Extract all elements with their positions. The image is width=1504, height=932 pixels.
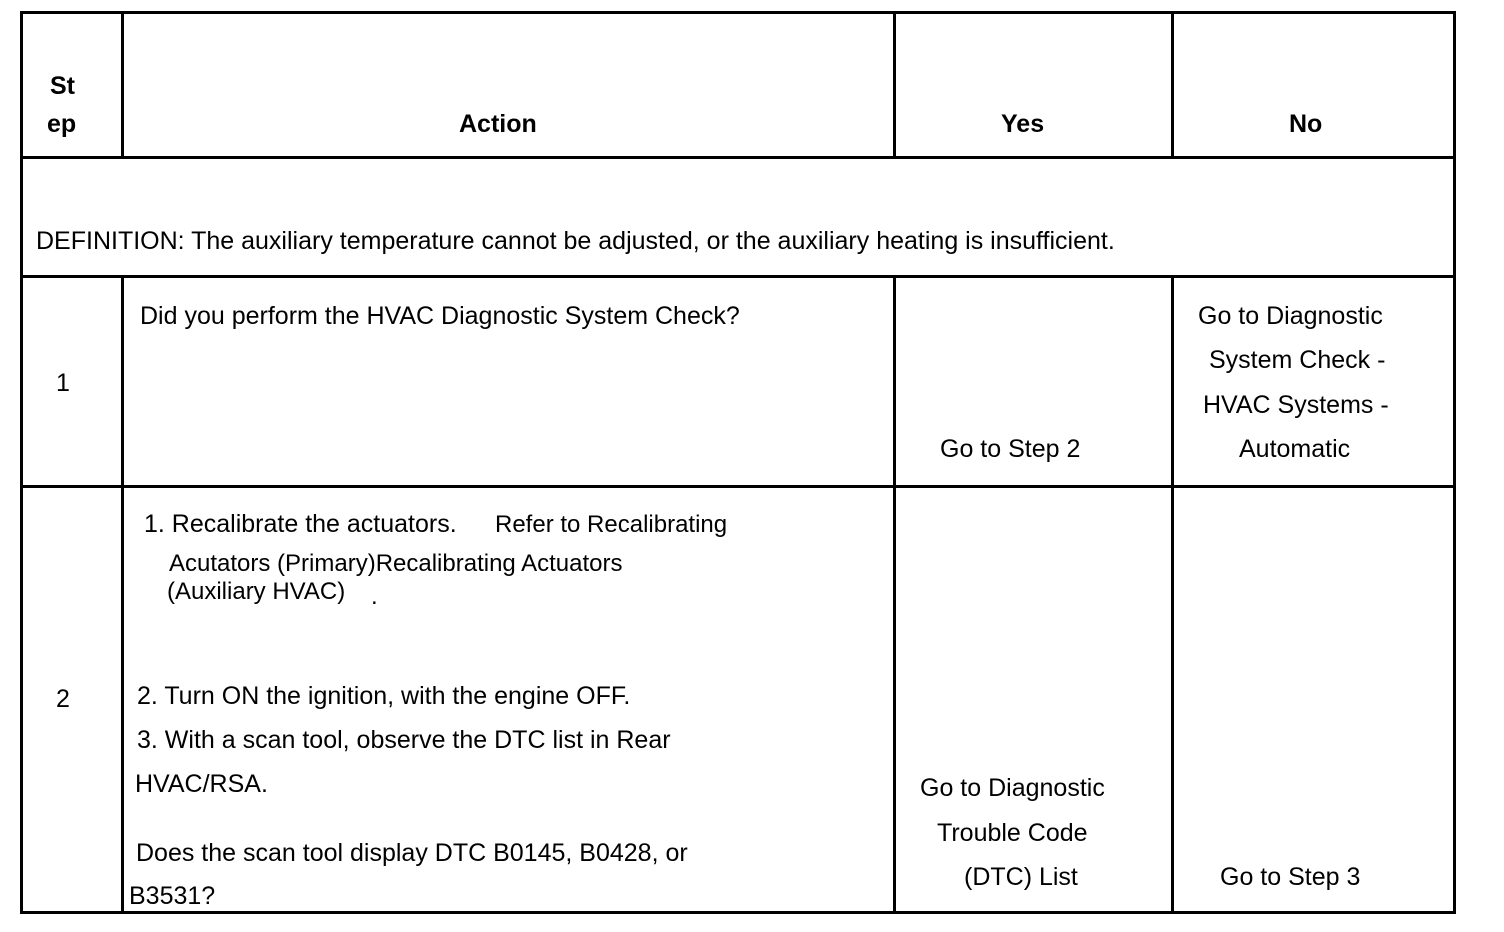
col-divider-action bbox=[893, 11, 896, 159]
row2-action-item3: 3. With a scan tool, observe the DTC list in Rear bbox=[137, 726, 671, 754]
header-yes: Yes bbox=[1001, 110, 1045, 138]
row2-action-item1-ref-line2: Acutators (Primary)Recalibrating Actuators bbox=[169, 550, 623, 577]
row1-action: Did you perform the HVAC Diagnostic System Check? bbox=[140, 302, 740, 330]
header-step-line2: ep bbox=[47, 110, 77, 138]
col-divider-step bbox=[121, 275, 124, 914]
row2-step: 2 bbox=[56, 685, 70, 713]
col-divider-yes bbox=[1171, 11, 1174, 159]
row2-action-question: Does the scan tool display DTC B0145, B0428, or bbox=[136, 839, 688, 867]
row2-yes-line1: Go to Diagnostic bbox=[920, 774, 1105, 802]
row2-yes-line3: (DTC) List bbox=[964, 863, 1078, 891]
table-border-left bbox=[20, 11, 23, 914]
header-step-line1: St bbox=[50, 72, 75, 100]
table-border-top bbox=[20, 11, 1456, 14]
row2-action-item1: 1. Recalibrate the actuators. bbox=[144, 510, 457, 538]
row1-no-line4: Automatic bbox=[1239, 435, 1351, 463]
row1-no-line3: HVAC Systems - bbox=[1203, 391, 1389, 419]
row2-yes-line2: Trouble Code bbox=[937, 819, 1088, 847]
row2-no: Go to Step 3 bbox=[1220, 863, 1361, 891]
header-no: No bbox=[1289, 110, 1323, 138]
table-border-bottom bbox=[20, 911, 1456, 914]
table-border-right bbox=[1453, 11, 1456, 914]
row1-no-line2: System Check - bbox=[1209, 346, 1386, 374]
row1-no-line1: Go to Diagnostic bbox=[1198, 302, 1383, 330]
row1-yes: Go to Step 2 bbox=[940, 435, 1081, 463]
header-divider bbox=[20, 156, 1456, 159]
definition-divider bbox=[20, 275, 1456, 278]
definition-text: DEFINITION: The auxiliary temperature cannot be adjusted, or the auxiliary heating is insufficient. bbox=[36, 227, 1115, 255]
col-divider-action bbox=[893, 275, 896, 914]
row2-action-item1-period: . bbox=[371, 583, 378, 610]
col-divider-yes bbox=[1171, 275, 1174, 914]
row1-divider bbox=[20, 485, 1456, 488]
row2-action-item2: 2. Turn ON the ignition, with the engine OFF. bbox=[137, 682, 631, 710]
row2-action-item1-ref: Refer to Recalibrating bbox=[495, 511, 728, 538]
header-action: Action bbox=[459, 110, 537, 138]
row2-action-item3-cont: HVAC/RSA. bbox=[135, 770, 268, 798]
row1-step: 1 bbox=[56, 369, 70, 397]
row2-action-item1-ref-line3: (Auxiliary HVAC) bbox=[167, 578, 346, 605]
row2-action-question-cont: B3531? bbox=[129, 882, 216, 910]
col-divider-step bbox=[121, 11, 124, 159]
